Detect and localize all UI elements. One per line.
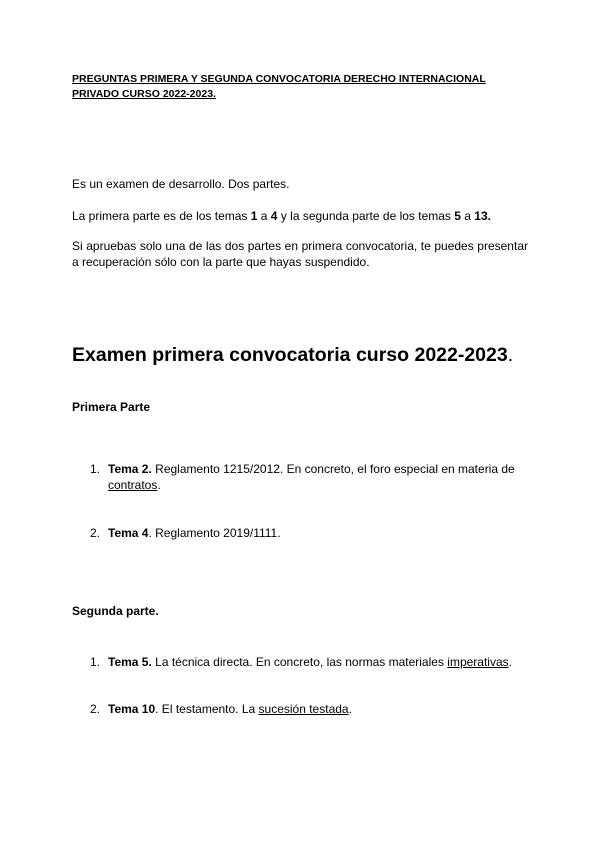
item-end: . [508,655,512,669]
intro-line-2-n3: 5 [454,209,461,223]
intro-line-2-c: y la segunda parte de los temas [277,209,455,223]
item-text: . El testamento. La [155,702,259,716]
intro-line-2-a: La primera parte es de los temas [72,209,251,223]
intro-line-2 [72,208,491,224]
part2-title: Segunda parte. [72,604,159,618]
underlined-term: imperativas [447,655,509,669]
underlined-term: contratos [108,478,158,492]
list-number: 1. [90,462,101,476]
document-title: PREGUNTAS PRIMERA Y SEGUNDA CONVOCATORIA DERECHO INTERNACIONAL PRIVADO CURSO 2022-2023. [72,73,486,100]
item-text: Reglamento 1215/2012. En concreto, el foro especial en materia de [151,462,515,476]
underlined-term: sucesión testada [258,702,349,716]
item-text: La técnica directa. En concreto, las normas materiales [151,655,448,669]
exam-heading-text: Examen primera convocatoria curso 2022-2023 [72,344,508,366]
list-number: 2. [90,526,101,540]
tema-label: Tema 4 [108,526,149,540]
item-text: . Reglamento 2019/1111. [148,526,281,540]
intro-line-2-n2: 4 [270,209,278,223]
part1-item-2 [90,525,528,541]
exam-heading [72,344,513,367]
tema-label: Tema 2. [108,462,152,476]
list-number: 2. [90,702,101,716]
intro-line-3: Si apruebas solo una de las dos partes en primera convocatoria, te puedes presentar a recuperación sólo con la parte que hayas suspendido. [72,239,528,269]
tema-label: Tema 10 [108,702,156,716]
list-number: 1. [90,655,101,669]
tema-label: Tema 5. [108,655,152,669]
intro-line-2-d: a [460,209,475,223]
intro-line-2-b: a [257,209,271,223]
intro-line-2-n1: 1 [250,209,258,223]
part2-item-1 [90,654,528,670]
part1-item-1 [90,461,528,493]
part2-item-2 [90,701,528,717]
item-end: . [157,478,161,492]
intro-line-1: Es un examen de desarrollo. Dos partes. [72,177,290,191]
exam-heading-dot: . [507,344,514,366]
item-end: . [348,702,352,716]
intro-line-2-n4: 13. [474,209,491,223]
part1-title: Primera Parte [72,400,151,414]
